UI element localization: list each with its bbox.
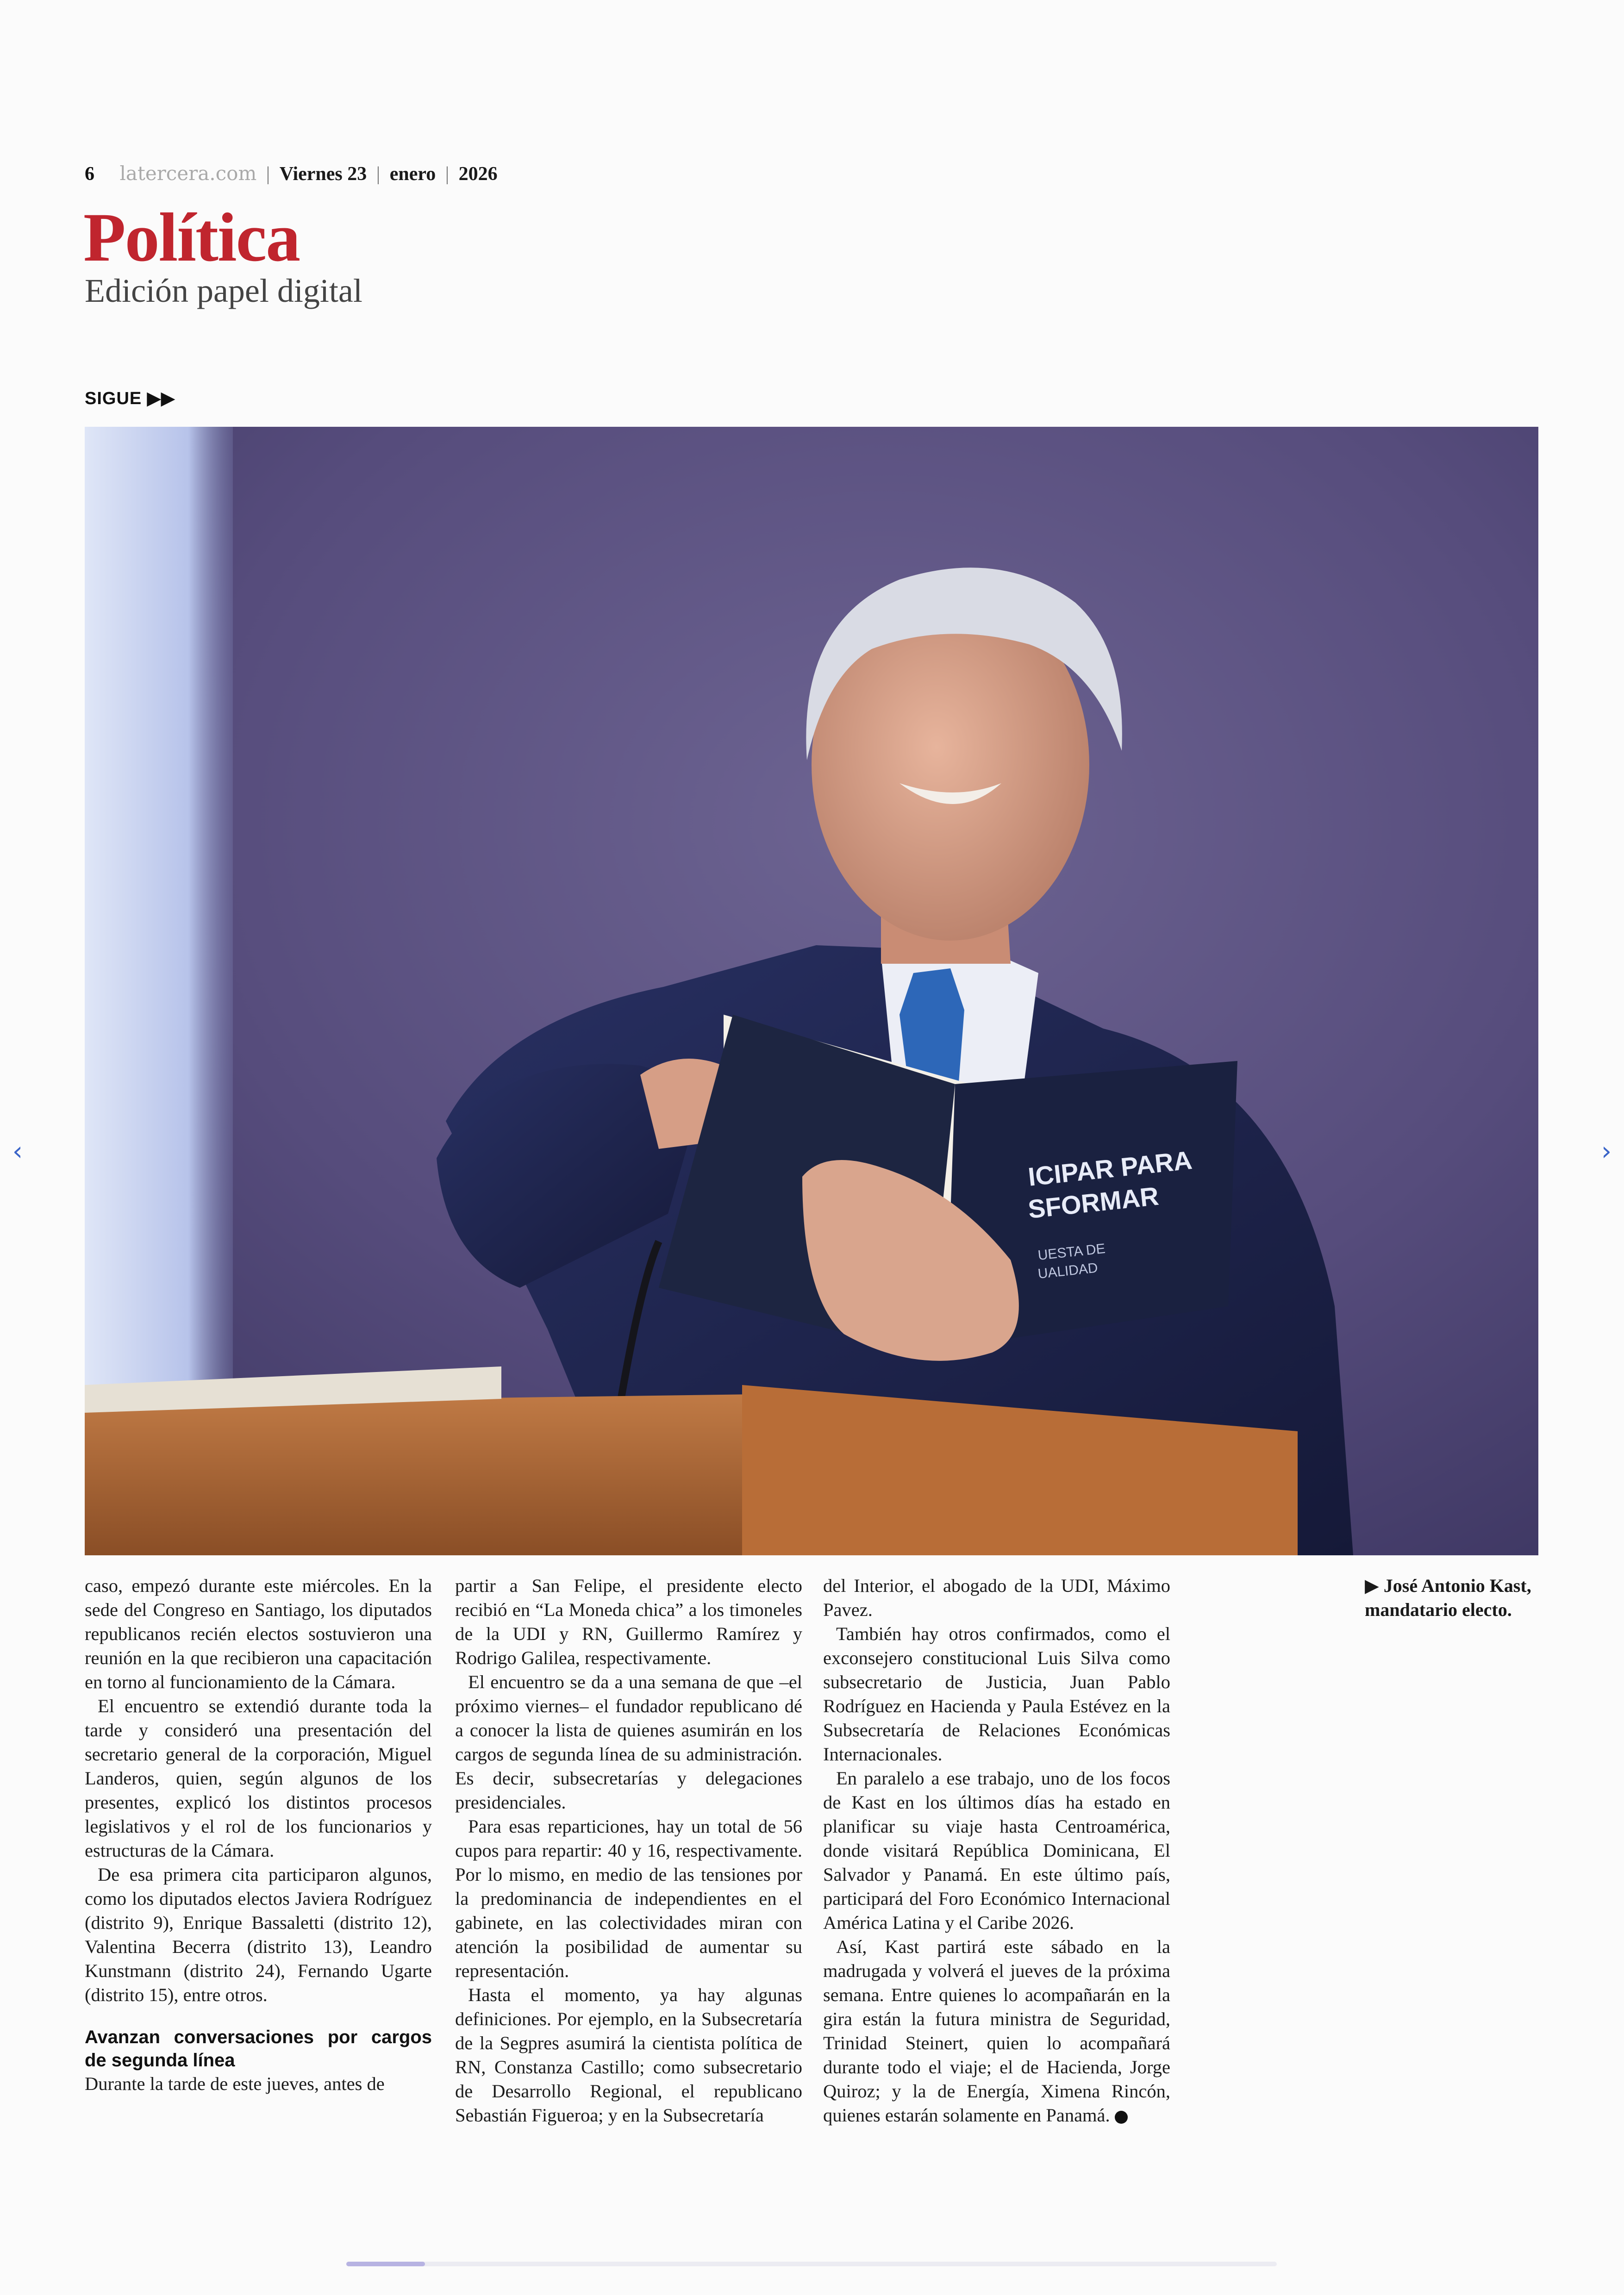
site-name: latercera.com xyxy=(119,162,257,185)
header-day: Viernes 23 xyxy=(279,163,367,185)
paragraph: También hay otros confirmados, como el exconsejero constitucional Luis Silva como subsecretario de Justicia, Juan Pablo Rodríguez en Hacienda y Paula Estévez en la Subsecretaría de Relaciones Económicas Internacionales. xyxy=(823,1623,1170,1765)
podium-left xyxy=(85,1394,756,1555)
section-subtitle: Edición papel digital xyxy=(85,272,362,309)
article-column-1 xyxy=(85,1574,432,2096)
sigue-label: SIGUE ▶▶ xyxy=(85,389,175,408)
paragraph-text: Así, Kast partirá este sábado en la madrugada y volverá el jueves de la próxima semana. Entre quienes lo acompañarán en la gira están la futura ministra de Seguridad, Trinidad Steinert, quien lo acompañará durante todo el viaje; el de Hacienda, Jorge Quiroz; y la de Energía, Ximena Rincón, quienes estarán solamente en Panamá. xyxy=(823,1936,1170,2126)
paragraph: partir a San Felipe, el presidente electo recibió en “La Moneda chica” a los timoneles de la UDI y RN, Guillermo Ramírez y Rodrigo Galilea, respectivamente. xyxy=(455,1575,802,1668)
paragraph: De esa primera cita participaron algunos, como los diputados electos Javiera Rodríguez (distrito 9), Enrique Bassaletti (distrito 12), Valentina Becerra (distrito 13), Leandro Kunstmann (distrito 24), Fernando Ugarte (distrito 15), entre otros. xyxy=(85,1864,432,2005)
article-photo xyxy=(85,427,1538,1555)
chevron-left-icon[interactable]: ‹ xyxy=(12,1136,23,1166)
end-mark-icon xyxy=(1115,2111,1128,2124)
section-title: Política xyxy=(83,199,300,276)
paragraph: Para esas reparticiones, hay un total de 56 cupos para repartir: 40 y 16, respectivamente. Por lo mismo, en medio de las tensiones por la predominancia de independientes en el gabinete, en las colectividades miran con atención la posibilidad de aumentar su representación. xyxy=(455,1816,802,1981)
paragraph: Hasta el momento, ya hay algunas definiciones. Por ejemplo, en la Subsecretaría de la Segpres asumirá la cientista política de RN, Constanza Castillo; como subsecretario de Desarrollo Regional, el republicano Sebastián Figueroa; y en la Subsecretaría xyxy=(455,1984,802,2126)
page-scrollbar[interactable] xyxy=(346,2262,1277,2266)
chevron-right-icon[interactable]: › xyxy=(1601,1136,1612,1166)
paragraph: El encuentro se da a una semana de que –el próximo viernes– el fundador republicano dé a conocer la lista de quienes asumirán en los cargos de segunda línea de su administración. Es decir, subsecretarías y delegaciones presidenciales. xyxy=(455,1671,802,1813)
subheading: Avanzan conversaciones por cargos de segunda línea xyxy=(85,2027,432,2070)
paragraph: caso, empezó durante este miércoles. En la sede del Congreso en Santiago, los diputados republicanos recién electos sostuvieron una reunión en la que recibieron una capacitación en torno al funcionamiento de la Cámara. xyxy=(85,1575,432,1692)
article-column-2 xyxy=(455,1574,802,2127)
page-number: 6 xyxy=(85,163,94,185)
header-separator: | xyxy=(266,163,270,185)
article-column-3 xyxy=(823,1574,1170,2127)
page-header xyxy=(85,162,498,185)
photo-caption: ▶ José Antonio Kast, mandatario electo. xyxy=(1365,1575,1531,1620)
paragraph: del Interior, el abogado de la UDI, Máximo Pavez. xyxy=(823,1575,1170,1620)
header-separator: | xyxy=(445,163,450,185)
header-year: 2026 xyxy=(458,163,498,185)
book-sub-line1: UESTA DE xyxy=(1037,1241,1106,1263)
paragraph: Durante la tarde de este jueves, antes de xyxy=(85,2073,385,2094)
book-title-line1: ICIPAR PARA xyxy=(1026,1145,1194,1191)
header-separator: | xyxy=(376,163,381,185)
header-month: enero xyxy=(389,163,436,185)
scrollbar-thumb[interactable] xyxy=(346,2262,425,2266)
book-title-line2: SFORMAR xyxy=(1026,1181,1160,1224)
paragraph: El encuentro se extendió durante toda la tarde y consideró una presentación del secretario general de la corporación, Miguel Landeros, quien, según algunos de los presentes, explicó los distintos procesos legislativos y el rol de los funcionarios y estructuras de la Cámara. xyxy=(85,1696,432,1861)
paragraph-last xyxy=(823,1935,1170,2127)
book-sub-line2: UALIDAD xyxy=(1037,1260,1099,1282)
paragraph: En paralelo a ese trabajo, uno de los focos de Kast en los últimos días ha estado en planificar su viaje hasta Centroamérica, donde visitará República Dominicana, El Salvador y Panamá. En este último país, participará del Foro Económico Internacional América Latina y el Caribe 2026. xyxy=(823,1768,1170,1933)
